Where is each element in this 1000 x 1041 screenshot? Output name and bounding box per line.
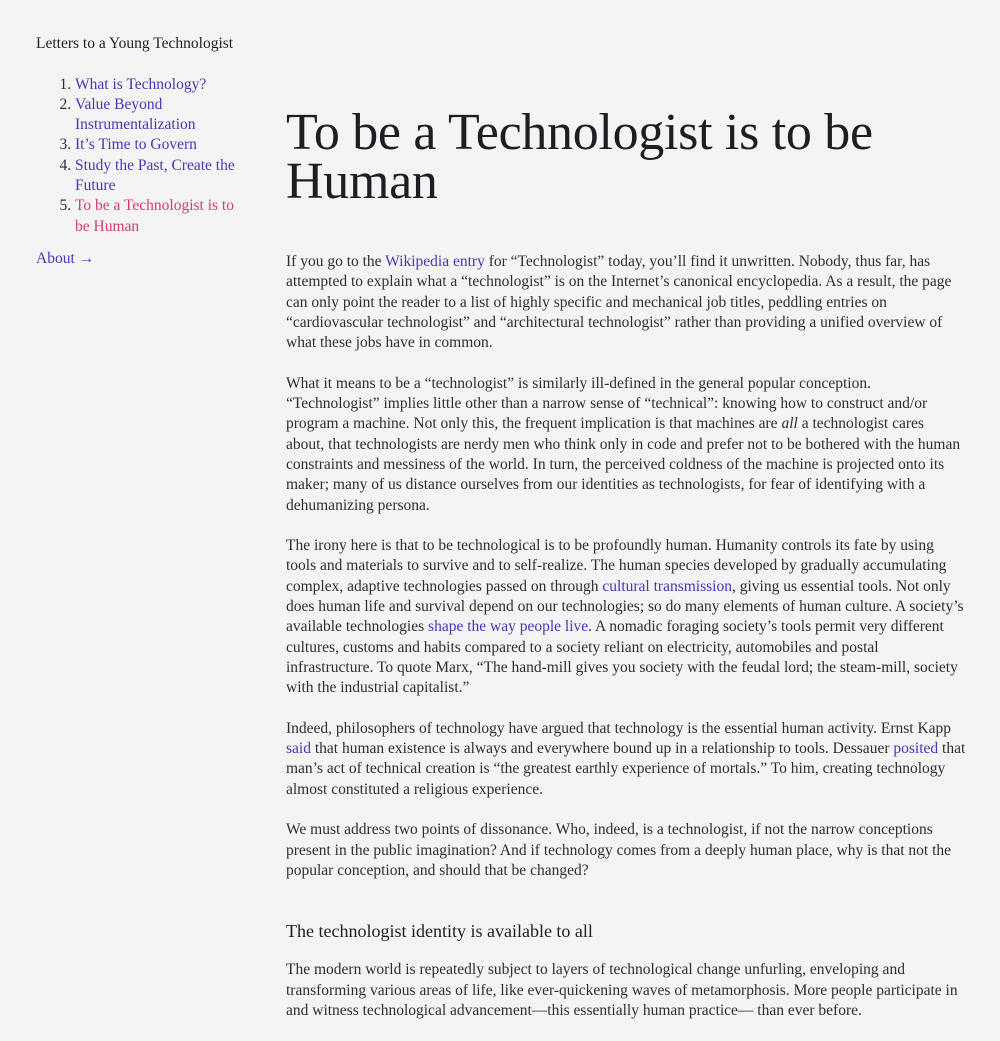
text-run: that man’s act of technical creation is “the greatest earthly experience of mortals.” To him, creating technology almost constituted a religious experience. bbox=[286, 740, 966, 798]
toc-link-5[interactable]: To be a Technologist is to be Human bbox=[75, 197, 234, 235]
about-link[interactable] bbox=[36, 249, 94, 269]
paragraph-2 bbox=[286, 374, 966, 516]
paragraph-3 bbox=[286, 536, 966, 698]
text-run: What it means to be a “technologist” is similarly ill-defined in the general popular conception. “Technologist” implies little other than a narrow sense of “technical”: knowing how to construct and/or program a machine. Not only this, the frequent implication is that machines are bbox=[286, 374, 928, 433]
sidebar bbox=[36, 34, 236, 269]
toc-link-1[interactable]: What is Technology? bbox=[75, 75, 207, 93]
said-link[interactable]: said bbox=[286, 740, 311, 758]
arrow-right-icon: → bbox=[78, 249, 95, 267]
article bbox=[286, 104, 966, 1041]
toc-item-1 bbox=[75, 75, 236, 95]
section-heading: The technologist identity is available to all bbox=[286, 921, 593, 942]
site-title: Letters to a Young Technologist bbox=[36, 35, 234, 52]
wikipedia-entry-link[interactable]: Wikipedia entry bbox=[385, 253, 485, 270]
toc-link-4[interactable]: Study the Past, Create the Future bbox=[75, 156, 235, 194]
text-run: The irony here is that to be technological is to be profoundly human. Humanity controls its fate by using tools and materials to survive and to self-realize. The human species developed by gradually accumulating complex, adaptive technologies passed on through bbox=[286, 537, 947, 595]
table-of-contents bbox=[36, 75, 236, 237]
emphasis: all bbox=[781, 415, 798, 433]
paragraph-5: We must address two points of dissonance. Who, indeed, is a technologist, if not the narrow conceptions present in the public imagination? And if technology comes from a deeply human place, why is that not the popular conception, and should that be changed? bbox=[286, 821, 952, 879]
text-run: that human existence is always and everywhere bound up in a relationship to tools. Dessauer bbox=[310, 740, 894, 758]
text-run: . A nomadic foraging society’s tools permit very different cultures, customs and habits compared to a society reliant on electricity, automobiles and postal infrastructure. To quote Marx, “The hand-mill gives you society with the feudal lord; the steam-mill, society with the industrial capitalist.” bbox=[286, 618, 958, 697]
text-run: Indeed, philosophers of technology have argued that technology is the essential human activity. Ernst Kapp bbox=[286, 719, 952, 737]
cultural-transmission-link[interactable]: cultural transmission bbox=[602, 577, 732, 595]
posited-link[interactable]: posited bbox=[893, 740, 939, 758]
toc-item-3 bbox=[75, 135, 236, 155]
article-title: To be a Technologist is to be Human bbox=[286, 104, 873, 210]
toc-item-4 bbox=[75, 156, 236, 197]
text-run: , giving us essential tools. Not only does human life and survival depend on our technologies; so do many elements of human culture. A society’s available technologies bbox=[286, 577, 964, 636]
toc-link-3[interactable]: It’s Time to Govern bbox=[75, 136, 197, 154]
text-run: a technologist cares about, that technologists are nerdy men who think only in code and prefer not to be bothered with the human constraints and messiness of the world. In turn, the perceived coldness of the machine is projected onto its maker; many of us distance ourselves from our identities as technologists, for fear of identifying with a dehumanizing persona. bbox=[286, 415, 961, 514]
text-run: If you go to the bbox=[286, 253, 386, 270]
about-label: About bbox=[36, 249, 75, 267]
paragraph-1 bbox=[286, 252, 966, 353]
paragraph-6: The modern world is repeatedly subject to layers of technological change unfurling, enveloping and transforming various areas of life, like ever-quickening waves of metamorphosis. More people participate in and witness technological advancement—this essentially human practice— than ever before. bbox=[286, 961, 958, 1019]
text-run: for “Technologist” today, you’ll find it unwritten. Nobody, thus far, has attempted to explain what a “technologist” is on the Internet’s canonical encyclopedia. As a result, the page can only point the reader to a list of highly specific and mechanical job titles, peddling entries on “cardiovascular technologist” and “architectural technologist” rather than providing a unified overview of what these jobs have in common. bbox=[286, 253, 952, 352]
shape-the-way-people-live-link[interactable]: shape the way people live bbox=[428, 618, 589, 636]
toc-link-2[interactable]: Value Beyond Instrumentalization bbox=[75, 95, 196, 134]
toc-item-5-current bbox=[75, 196, 236, 237]
toc-item-2 bbox=[75, 95, 236, 136]
paragraph-4 bbox=[286, 719, 966, 800]
